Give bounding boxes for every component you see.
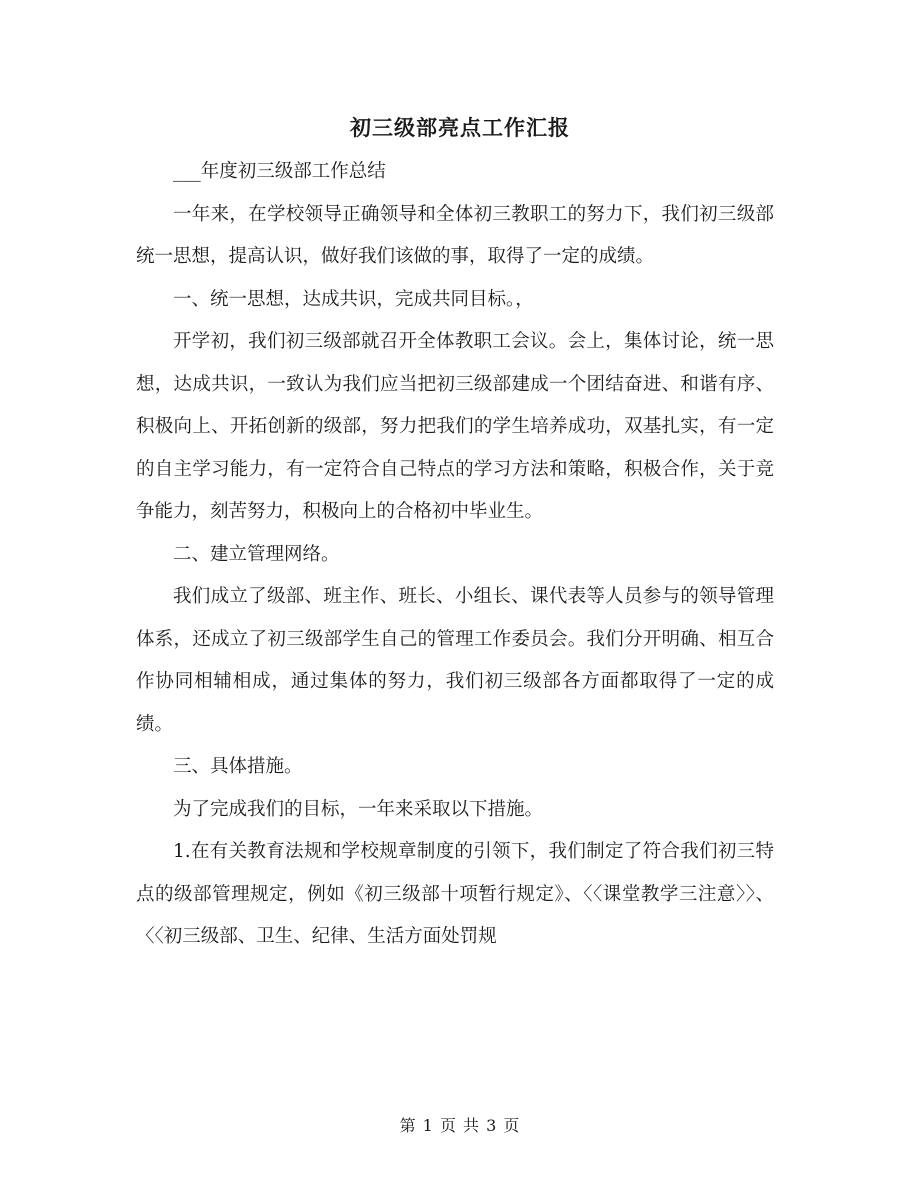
document-subtitle: ___年度初三级部工作总结: [173, 161, 386, 182]
page-footer: 第 1 页 共 3 页: [399, 1116, 521, 1135]
paragraph-section-1: 开学初，我们初三级部就召开全体教职工会议。会上，集体讨论，统一思想，达成共识，一致认为我们应当把初三级部建成一个团结奋进、和谐有序、积极向上、开拓创新的级部，努力把我们的学生培养成功，双基扎实，有一定的自主学习能力，有一定符合自己特点的学习方法和策略，积极合作，关于竞争能力，刻苦努力，积极向上的合格初中毕业生。: [136, 331, 774, 522]
paragraph-section-3-intro: 为了完成我们的目标，一年来采取以下措施。: [173, 798, 544, 820]
section-heading-3: 三、具体措施。: [173, 756, 303, 777]
paragraph-measure-1: 1.在有关教育法规和学校规章制度的引领下，我们制定了符合我们初三特点的级部管理规定，例如《初三级部十项暂行规定》、〈〈课堂教学三注意〉〉、〈〈初三级部、卫生、纪律、生活方面处罚规: [136, 841, 774, 947]
section-heading-1: 一、统一思想，达成共识，完成共同目标。，: [173, 288, 534, 310]
paragraph-section-2: 我们成立了级部、班主作、班长、小组长、课代表等人员参与的领导管理体系，还成立了初三级部学生自己的管理工作委员会。我们分开明确、相互合作协同相辅相成，通过集体的努力，我们初三级部各方面都取得了一定的成绩。: [136, 586, 774, 735]
paragraph-intro: 一年来，在学校领导正确领导和全体初三教职工的努力下，我们初三级部统一思想，提高认识，做好我们该做的事，取得了一定的成绩。: [136, 203, 774, 267]
document-title: 初三级部亮点工作汇报: [350, 115, 570, 140]
section-heading-2: 二、建立管理网络。: [173, 543, 340, 565]
document-body: [136, 151, 774, 959]
